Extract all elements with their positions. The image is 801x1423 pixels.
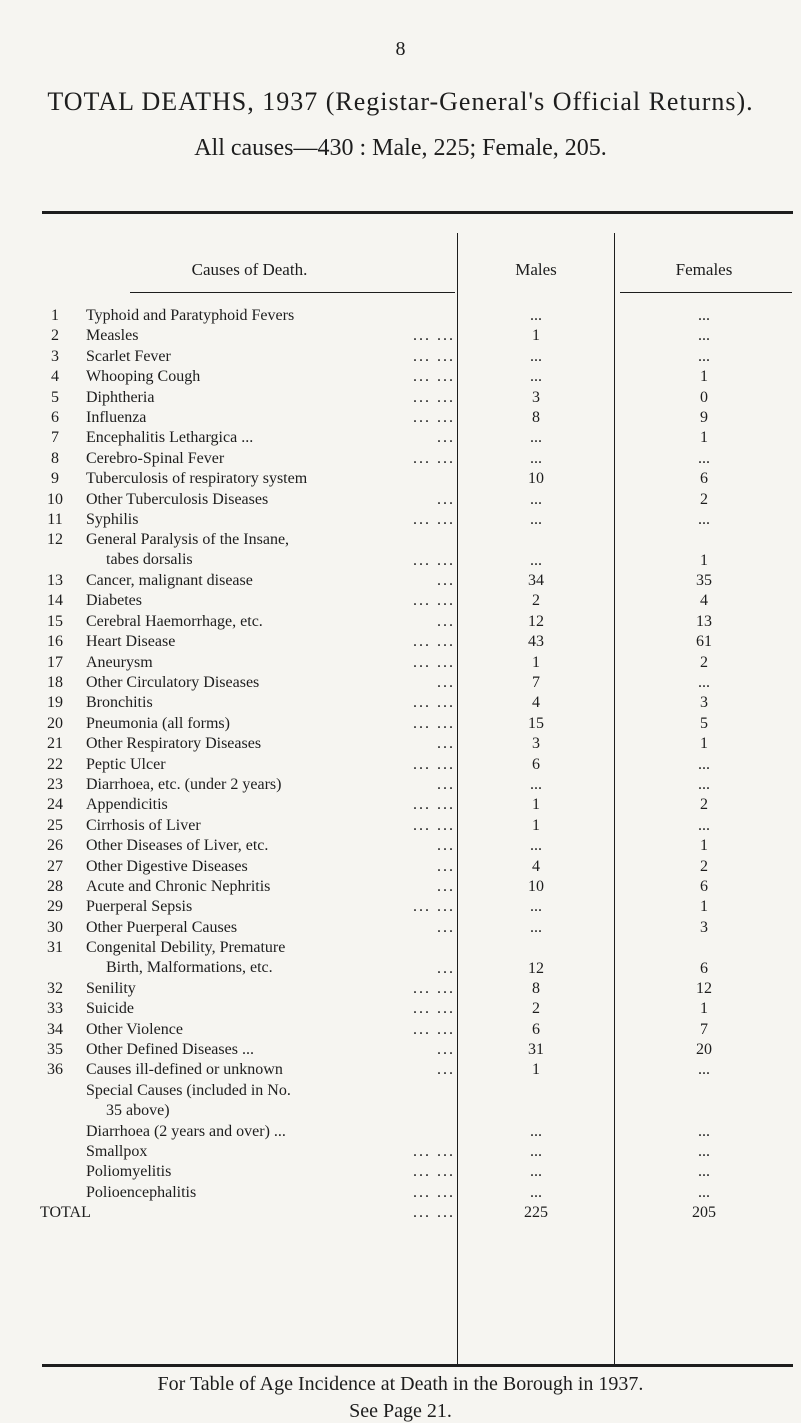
row-males-value: 10 — [528, 877, 544, 895]
row-females-value: 1 — [700, 368, 708, 386]
row-males-value: ... — [530, 449, 542, 467]
table-row — [0, 428, 801, 448]
row-leader-dots: ... — [437, 735, 455, 753]
row-males-value: 43 — [528, 633, 544, 651]
row-females-value: 2 — [700, 490, 708, 508]
table-row — [0, 367, 801, 387]
table-row — [0, 1081, 801, 1122]
row-females-value: 1 — [700, 735, 708, 753]
row-number: 7 — [51, 429, 59, 447]
row-males-value: 1 — [532, 816, 540, 834]
row-cause-text: Diphtheria — [86, 388, 155, 406]
row-cause-text: Other Diseases of Liver, etc. — [86, 837, 269, 855]
row-cause-text: General Paralysis of the Insane, — [86, 531, 290, 549]
header-rule-females — [620, 292, 792, 293]
row-cause-text: Scarlet Fever — [86, 347, 171, 365]
row-females-value: ... — [698, 307, 710, 324]
row-cause-text: Whooping Cough — [86, 368, 201, 386]
row-number: 12 — [47, 531, 63, 549]
row-cause-text: Bronchitis — [86, 694, 153, 712]
row-females-value: ... — [698, 755, 710, 773]
row-number: 20 — [47, 714, 63, 732]
table-row — [0, 449, 801, 469]
header-males: Males — [515, 260, 557, 279]
row-cause-text: Cerebro-Spinal Fever — [86, 449, 225, 467]
row-females-value: 6 — [700, 877, 708, 895]
row-cause-text: Other Respiratory Diseases — [86, 735, 262, 753]
row-leader-dots: ... ... — [413, 816, 455, 834]
table-row — [0, 673, 801, 693]
row-females-value: 2 — [700, 857, 708, 875]
table-row — [0, 1040, 801, 1060]
row-females-value: ... — [698, 816, 710, 834]
table-row — [0, 1020, 801, 1040]
row-leader-dots: ... ... — [413, 755, 455, 773]
row-number: 11 — [47, 510, 63, 528]
row-cause-text: Syphilis — [86, 510, 139, 528]
row-females-value: 0 — [700, 388, 708, 406]
row-leader-dots: ... — [437, 429, 455, 447]
header-causes: Causes of Death. — [191, 260, 308, 279]
row-leader-dots: ... ... — [413, 1163, 455, 1181]
row-cause — [86, 1122, 454, 1142]
row-females-value: ... — [698, 510, 710, 528]
row-females-value: ... — [698, 776, 710, 793]
row-cause-text: Encephalitis Lethargica ... — [86, 429, 254, 447]
row-males-value: ... — [530, 1183, 542, 1201]
total-males-value: 225 — [524, 1204, 548, 1222]
row-cause-text: Congenital Debility, Premature — [86, 939, 286, 957]
row-leader-dots: ... ... — [413, 979, 455, 997]
row-leader-dots: ... ... — [413, 388, 455, 406]
table-row — [0, 714, 801, 734]
row-cause-text: Senility — [86, 979, 136, 997]
row-cause-continuation: 35 above) — [106, 1101, 170, 1119]
row-number: 6 — [51, 408, 59, 426]
row-males-value: 3 — [532, 388, 540, 406]
row-leader-dots: ... — [437, 572, 455, 590]
row-cause-text: Cerebral Haemorrhage, etc. — [86, 612, 263, 630]
row-males-value: 3 — [532, 735, 540, 753]
row-cause-text: Aneurysm — [86, 653, 153, 671]
row-cause-text: Other Digestive Diseases — [86, 857, 248, 875]
row-cause-text: Tuberculosis of respiratory system — [86, 470, 308, 488]
row-leader-dots: ... ... — [413, 368, 455, 386]
row-number: 31 — [47, 939, 63, 957]
row-females-value: 3 — [700, 694, 708, 712]
table-row — [0, 510, 801, 530]
row-cause — [86, 469, 454, 489]
row-leader-dots: ... ... — [413, 347, 455, 365]
row-females-value: ... — [698, 327, 710, 345]
row-cause-continuation: Birth, Malformations, etc. — [106, 959, 273, 977]
table-row — [0, 530, 801, 571]
row-number: 26 — [47, 837, 63, 855]
row-females-value: 7 — [700, 1020, 708, 1038]
row-females-value: 3 — [700, 918, 708, 936]
row-cause-text: Measles — [86, 327, 139, 345]
row-number: 18 — [47, 674, 63, 692]
row-cause-text: Typhoid and Paratyphoid Fevers — [86, 307, 295, 324]
row-females-value: 1 — [700, 551, 708, 569]
table-row — [0, 999, 801, 1019]
row-leader-dots: ... ... — [413, 449, 455, 467]
row-females-value: 1 — [700, 898, 708, 916]
row-males-value: 4 — [532, 694, 540, 712]
row-females-value: 13 — [696, 612, 712, 630]
row-females-value: 4 — [700, 592, 708, 610]
table-row — [0, 693, 801, 713]
row-leader-dots: ... — [437, 837, 455, 855]
row-leader-dots: ... — [437, 1041, 455, 1059]
table-row — [0, 612, 801, 632]
row-males-value: 1 — [532, 327, 540, 345]
table-row — [0, 979, 801, 999]
row-number: 13 — [47, 572, 63, 590]
table-row — [0, 347, 801, 367]
row-females-value: 20 — [696, 1041, 712, 1059]
row-leader-dots: ... — [437, 1061, 455, 1079]
row-number: 5 — [51, 388, 59, 406]
row-leader-dots: ... ... — [413, 796, 455, 814]
row-males-value: 6 — [532, 755, 540, 773]
row-males-value: 10 — [528, 470, 544, 488]
row-females-value: ... — [698, 1143, 710, 1161]
row-number: 19 — [47, 694, 63, 712]
row-number: 3 — [51, 347, 59, 365]
row-number: 4 — [51, 368, 59, 386]
row-leader-dots: ... — [437, 776, 455, 793]
row-females-value: 9 — [700, 408, 708, 426]
row-leader-dots: ... ... — [413, 408, 455, 426]
total-females-value: 205 — [692, 1204, 716, 1222]
row-number: 36 — [47, 1061, 63, 1079]
row-males-value: ... — [530, 918, 542, 936]
row-males-value: ... — [530, 368, 542, 386]
row-number: 22 — [47, 755, 63, 773]
row-males-value: ... — [530, 837, 542, 855]
row-cause-text: Suicide — [86, 1000, 134, 1018]
row-cause-text: Pneumonia (all forms) — [86, 714, 230, 732]
table-row — [0, 571, 801, 591]
row-females-value: 61 — [696, 633, 712, 651]
row-males-value: 8 — [532, 408, 540, 426]
row-cause-text: Diarrhoea (2 years and over) ... — [86, 1122, 286, 1140]
row-number: 8 — [51, 449, 59, 467]
table-row — [0, 775, 801, 795]
table-row — [0, 857, 801, 877]
row-leader-dots: ... ... — [413, 1020, 455, 1038]
row-leader-dots: ... ... — [413, 551, 455, 569]
row-cause-text: Other Defined Diseases ... — [86, 1041, 254, 1059]
row-leader-dots: ... — [437, 877, 455, 895]
row-number: 21 — [47, 735, 63, 753]
row-cause-text: Other Tuberculosis Diseases — [86, 490, 269, 508]
row-number: 10 — [47, 490, 63, 508]
row-leader-dots: ... ... — [413, 1143, 455, 1161]
table-row — [0, 306, 801, 326]
row-females-value: 6 — [700, 959, 708, 977]
row-number: 2 — [51, 327, 59, 345]
total-label: TOTAL — [40, 1204, 91, 1222]
row-males-value: 12 — [528, 959, 544, 977]
row-cause-text: Other Puerperal Causes — [86, 918, 238, 936]
row-cause-text: Peptic Ulcer — [86, 755, 166, 773]
row-males-value: ... — [530, 490, 542, 508]
row-males-value: ... — [530, 898, 542, 916]
row-females-value: ... — [698, 1061, 710, 1079]
header-rule-causes — [130, 292, 455, 293]
row-females-value: ... — [698, 449, 710, 467]
row-number: 29 — [47, 898, 63, 916]
table-row — [0, 816, 801, 836]
footer-page-reference: See Page 21. — [349, 1400, 452, 1422]
row-leader-dots: ... — [437, 857, 455, 875]
row-number: 35 — [47, 1041, 63, 1059]
table-row — [0, 877, 801, 897]
row-males-value: 6 — [532, 1020, 540, 1038]
total-leader-dots: ... ... — [413, 1204, 455, 1222]
row-males-value: 15 — [528, 714, 544, 732]
row-leader-dots: ... ... — [413, 694, 455, 712]
row-number: 9 — [51, 470, 59, 488]
table-row — [0, 795, 801, 815]
row-cause-text: Cirrhosis of Liver — [86, 816, 201, 834]
table-row — [0, 469, 801, 489]
page-title: TOTAL DEATHS, 1937 (Registar-General's Official Returns). — [47, 87, 754, 116]
row-number: 25 — [47, 816, 63, 834]
row-females-value: 2 — [700, 796, 708, 814]
row-males-value: 34 — [528, 572, 544, 590]
row-leader-dots: ... ... — [413, 592, 455, 610]
causes-table-body — [0, 306, 801, 1224]
table-bottom-rule — [42, 1364, 793, 1367]
row-leader-dots: ... — [437, 612, 455, 630]
row-number: 16 — [47, 633, 63, 651]
row-males-value: 31 — [528, 1041, 544, 1059]
row-males-value: 12 — [528, 612, 544, 630]
row-cause-text: Special Causes (included in No. — [86, 1081, 291, 1099]
table-top-rule — [42, 211, 793, 214]
row-leader-dots: ... — [437, 959, 455, 977]
row-males-value: ... — [530, 551, 542, 569]
table-row — [0, 632, 801, 652]
row-females-value: ... — [698, 1163, 710, 1181]
row-males-value: 7 — [532, 674, 540, 692]
row-leader-dots: ... ... — [413, 327, 455, 345]
row-cause-text: Heart Disease — [86, 633, 176, 651]
total-row — [0, 1203, 801, 1223]
row-males-value: ... — [530, 307, 542, 324]
row-cause-text: Influenza — [86, 408, 147, 426]
row-number: 15 — [47, 612, 63, 630]
row-females-value: 35 — [696, 572, 712, 590]
row-number: 30 — [47, 918, 63, 936]
row-number: 17 — [47, 653, 63, 671]
row-males-value: ... — [530, 510, 542, 528]
table-row — [0, 490, 801, 510]
row-number: 28 — [47, 877, 63, 895]
row-leader-dots: ... — [437, 674, 455, 692]
row-cause-text: Puerperal Sepsis — [86, 898, 193, 916]
row-males-value: 1 — [532, 1061, 540, 1079]
row-females-value: ... — [698, 1183, 710, 1201]
row-cause-text: Polioencephalitis — [86, 1183, 197, 1201]
row-leader-dots: ... ... — [413, 653, 455, 671]
row-number: 33 — [47, 1000, 63, 1018]
row-males-value: 1 — [532, 653, 540, 671]
table-row — [0, 938, 801, 979]
row-number: 14 — [47, 592, 63, 610]
row-cause-continuation: tabes dorsalis — [106, 551, 193, 569]
row-males-value: ... — [530, 1163, 542, 1181]
table-row — [0, 1142, 801, 1162]
row-males-value: 2 — [532, 1000, 540, 1018]
row-males-value: ... — [530, 776, 542, 793]
table-row — [0, 1060, 801, 1080]
row-cause-text: Other Violence — [86, 1020, 183, 1038]
row-females-value: 1 — [700, 1000, 708, 1018]
footer-note: For Table of Age Incidence at Death in the Borough in 1937. — [157, 1373, 644, 1395]
row-number: 32 — [47, 979, 63, 997]
row-cause-text: Smallpox — [86, 1143, 148, 1161]
row-cause — [86, 1081, 454, 1121]
row-number: 1 — [51, 307, 59, 324]
row-number: 23 — [47, 776, 63, 793]
row-females-value: 2 — [700, 653, 708, 671]
table-row — [0, 1162, 801, 1182]
row-cause-text: Poliomyelitis — [86, 1163, 172, 1181]
row-males-value: 8 — [532, 979, 540, 997]
row-females-value: 12 — [696, 979, 712, 997]
table-row — [0, 1122, 801, 1142]
row-leader-dots: ... ... — [413, 633, 455, 651]
row-number: 24 — [47, 796, 63, 814]
row-leader-dots: ... — [437, 490, 455, 508]
row-males-value: 2 — [532, 592, 540, 610]
row-leader-dots: ... ... — [413, 510, 455, 528]
table-row — [0, 1183, 801, 1203]
row-males-value: ... — [530, 347, 542, 365]
row-leader-dots: ... ... — [413, 898, 455, 916]
row-females-value: ... — [698, 1122, 710, 1140]
table-row — [0, 326, 801, 346]
row-cause-text: Acute and Chronic Nephritis — [86, 877, 271, 895]
row-females-value: 5 — [700, 714, 708, 732]
row-leader-dots: ... ... — [413, 1183, 455, 1201]
row-cause-text: Diabetes — [86, 592, 142, 610]
row-cause-text: Appendicitis — [86, 796, 168, 814]
row-males-value: ... — [530, 429, 542, 447]
table-row — [0, 591, 801, 611]
table-row — [0, 755, 801, 775]
table-row — [0, 408, 801, 428]
row-females-value: 1 — [700, 837, 708, 855]
row-leader-dots: ... ... — [413, 1000, 455, 1018]
row-cause-text: Diarrhoea, etc. (under 2 years) — [86, 776, 282, 793]
row-number: 27 — [47, 857, 63, 875]
table-row — [0, 836, 801, 856]
row-cause — [86, 306, 454, 326]
table-row — [0, 918, 801, 938]
table-row — [0, 653, 801, 673]
row-leader-dots: ... — [437, 918, 455, 936]
table-row — [0, 388, 801, 408]
table-row — [0, 897, 801, 917]
page-number: 8 — [395, 38, 406, 60]
row-males-value: ... — [530, 1143, 542, 1161]
row-females-value: 6 — [700, 470, 708, 488]
row-cause-text: Causes ill-defined or unknown — [86, 1061, 283, 1079]
row-females-value: ... — [698, 674, 710, 692]
row-females-value: 1 — [700, 429, 708, 447]
row-cause-text: Other Circulatory Diseases — [86, 674, 260, 692]
row-cause-text: Cancer, malignant disease — [86, 572, 253, 590]
table-row — [0, 734, 801, 754]
row-leader-dots: ... ... — [413, 714, 455, 732]
row-males-value: 1 — [532, 796, 540, 814]
row-males-value: 4 — [532, 857, 540, 875]
page-subtitle: All causes—430 : Male, 225; Female, 205. — [194, 135, 607, 161]
header-females: Females — [675, 260, 733, 279]
row-females-value: ... — [698, 347, 710, 365]
row-number: 34 — [47, 1020, 63, 1038]
row-males-value: ... — [530, 1122, 542, 1140]
